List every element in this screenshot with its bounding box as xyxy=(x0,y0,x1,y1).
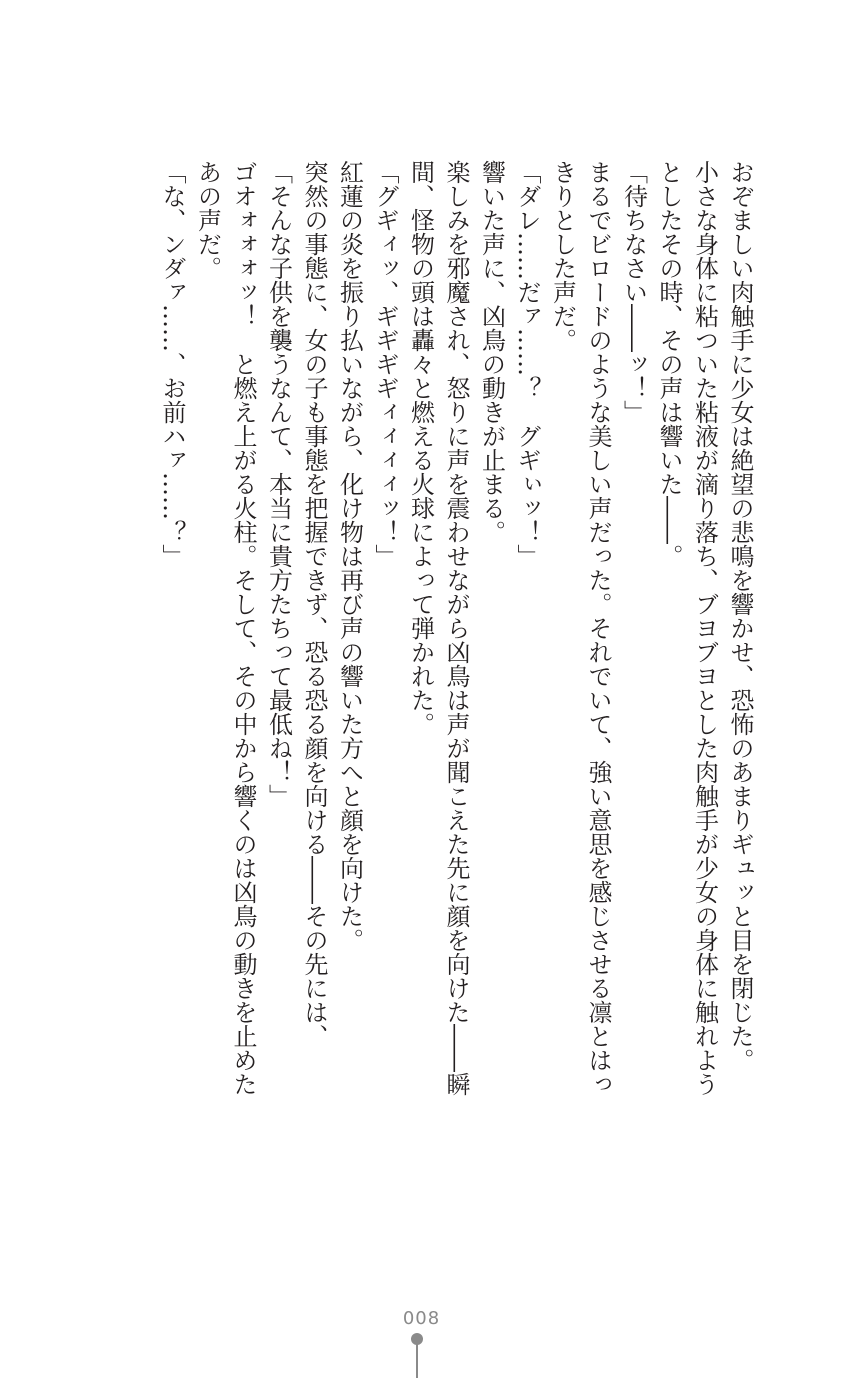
vertical-text-body xyxy=(154,160,758,1120)
dialogue-line: 「待ちなさい――ッ！」 xyxy=(619,160,648,424)
text-line: 楽しみを邪魔され、怒りに声を震わせながら凶鳥は声が聞こえた先に顔を向けた――瞬 xyxy=(442,160,470,1096)
dialogue-line: 「ダレ……だァ……？ グギぃッ！」 xyxy=(513,160,541,568)
page-marker-line xyxy=(416,1343,418,1378)
dialogue-line: 「そんな子供を襲うなんて、本当に貴方たちって最低ね！」 xyxy=(264,160,293,808)
text-line: まるでビロードのような美しい声だった。それでいて、強い意思を感じさせる凛とはっ xyxy=(584,160,612,1096)
text-line: 紅蓮の炎を振り払いながら、化け物は再び声の響いた方へと顔を向けた。 xyxy=(335,160,364,952)
text-line: 突然の事態に、女の子も事態を把握できず、恐る恐る顔を向ける――その先には、 xyxy=(300,160,328,1048)
page-number: 008 xyxy=(402,1308,441,1329)
dialogue-line: 「な、ンダァ……、お前ハァ……？」 xyxy=(158,160,186,568)
text-line: おぞましい肉触手に少女は絶望の悲鳴を響かせ、恐怖のあまりギュッと目を閉じた。 xyxy=(726,160,754,1072)
text-line: きりとした声だ。 xyxy=(548,160,577,352)
text-line: 間、怪物の頭は轟々と燃える火球によって弾かれた。 xyxy=(406,160,435,736)
dialogue-line: 「グギィッ、ギギギギィィィィッ！」 xyxy=(371,160,399,568)
text-line: としたその時、その声は響いた――。 xyxy=(655,160,683,568)
text-line: 響いた声に、凶鳥の動きが止まる。 xyxy=(477,160,506,544)
text-line: あの声だ。 xyxy=(193,160,222,280)
text-line: 小さな身体に粘ついた粘液が滴り落ち、ブヨブヨとした肉触手が少女の身体に触れよう xyxy=(690,160,719,1096)
text-line: ゴオォォォッ！ と燃え上がる火柱。そして、その中から響くのは凶鳥の動きを止めた xyxy=(229,160,257,1096)
